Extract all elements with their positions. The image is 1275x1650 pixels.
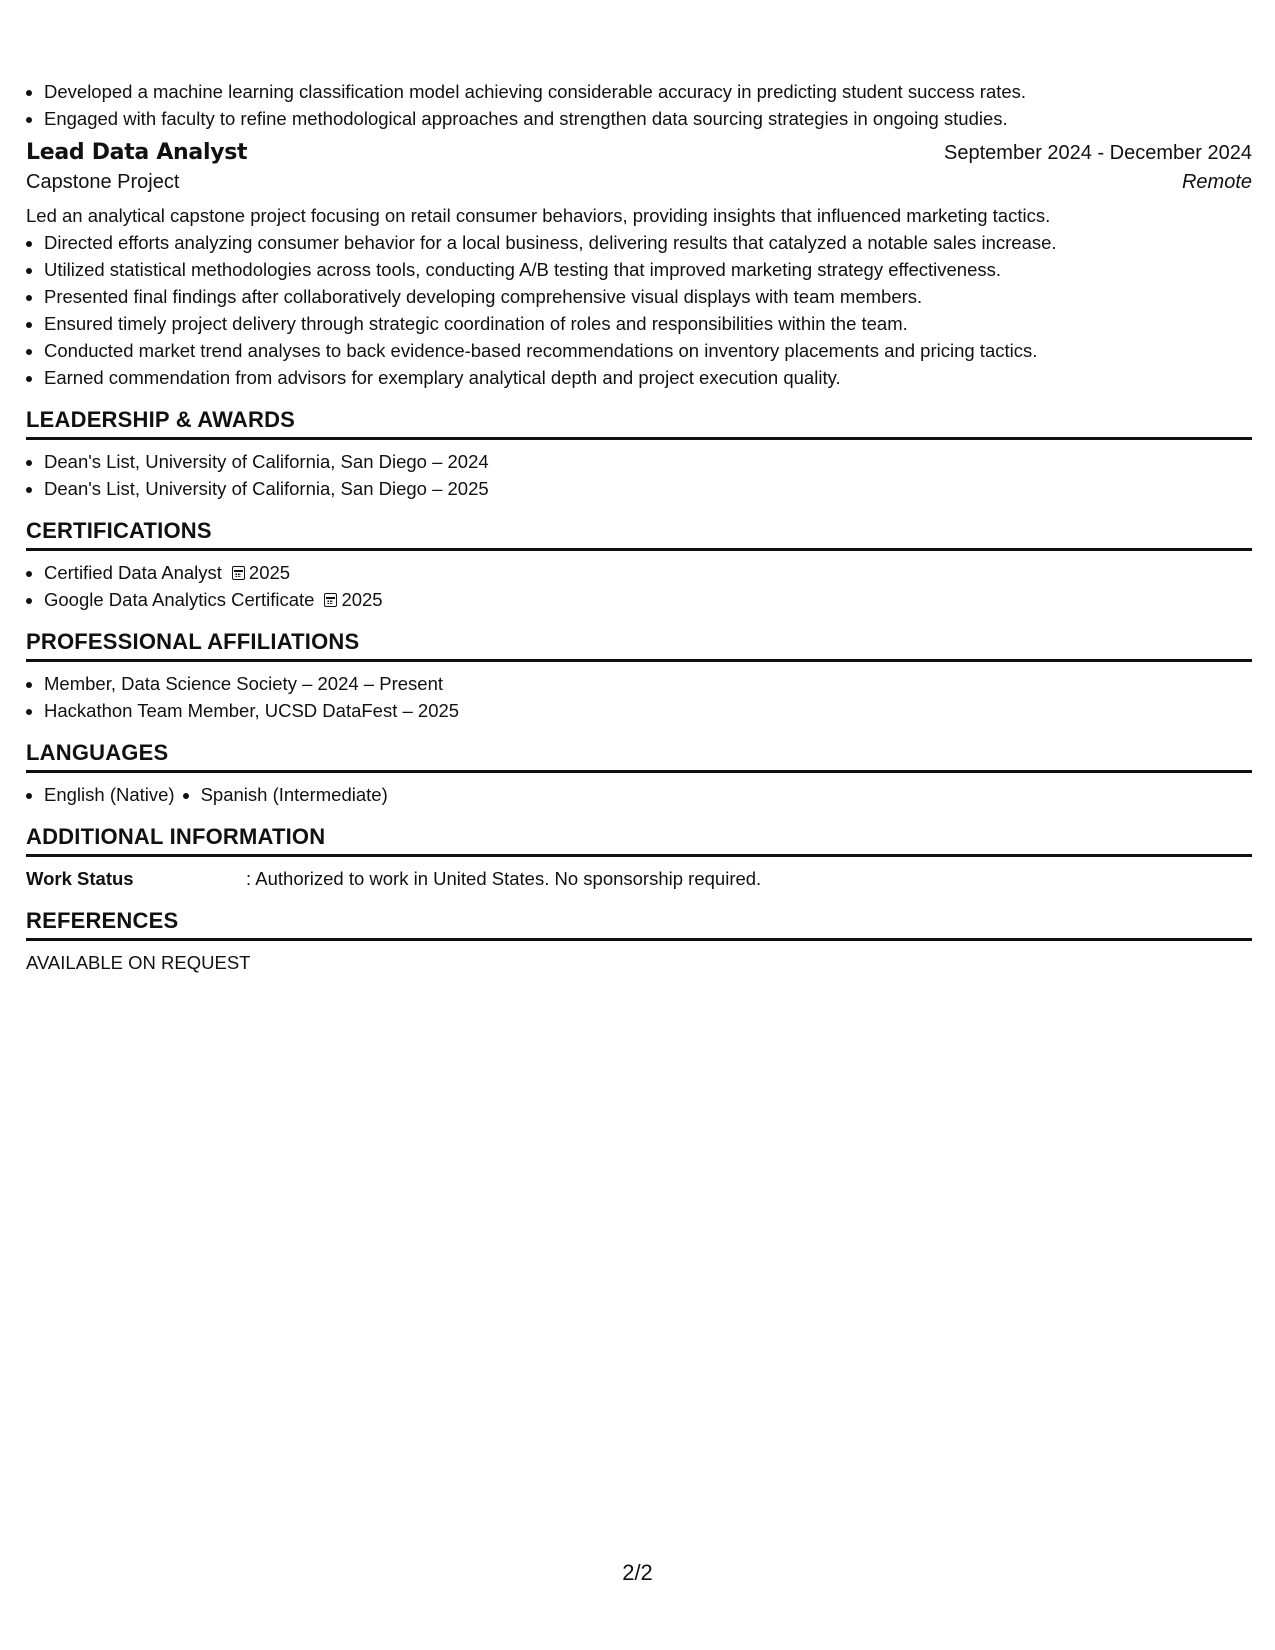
work-status-row (26, 865, 1252, 892)
languages-list (26, 781, 1252, 808)
work-status-label: Work Status (26, 868, 134, 889)
calendar-icon (324, 593, 337, 607)
list-item: • Hackathon Team Member, UCSD DataFest – 2025 (44, 697, 1252, 724)
intro-bullet-list (26, 78, 1252, 132)
list-item: • Conducted market trend analyses to back evidence-based recommendations on inventory placements and pricing tactics. (44, 337, 1252, 364)
job-subheader (26, 171, 1252, 194)
calendar-icon (232, 566, 245, 580)
list-item: • Developed a machine learning classification model achieving considerable accuracy in predicting student success rates. (44, 78, 1252, 105)
job-summary: Led an analytical capstone project focusing on retail consumer behaviors, providing insights that influenced marketing tactics. (26, 205, 1051, 226)
job-entry (26, 140, 1252, 391)
leadership-section (26, 407, 1252, 502)
resume-page (26, 78, 1252, 976)
certifications-list (26, 559, 1252, 613)
list-item: • English (Native) (44, 781, 175, 808)
leadership-list (26, 448, 1252, 502)
list-item: • Presented final findings after collaboratively developing comprehensive visual displays with team members. (44, 283, 1252, 310)
affiliations-section (26, 629, 1252, 724)
list-item: • Spanish (Intermediate) (201, 781, 388, 808)
section-title: ADDITIONAL INFORMATION (26, 824, 1252, 857)
list-item: • Utilized statistical methodologies across tools, conducting A/B testing that improved marketing strategy effectiveness. (44, 256, 1252, 283)
affiliations-list (26, 670, 1252, 724)
references-text: AVAILABLE ON REQUEST (26, 952, 251, 973)
section-title: LANGUAGES (26, 740, 1252, 773)
certifications-section (26, 518, 1252, 613)
certification-year: 2025 (248, 562, 291, 583)
list-item: • Engaged with faculty to refine methodological approaches and strengthen data sourcing strategies in ongoing studies. (44, 105, 1252, 132)
certification-name: Certified Data Analyst (44, 562, 222, 583)
certification-year: 2025 (341, 589, 383, 610)
section-title: REFERENCES (26, 908, 1252, 941)
page-number: 2/2 (622, 1560, 653, 1585)
job-dates: September 2024 - December 2024 (944, 142, 1252, 164)
work-status-value: : Authorized to work in United States. No sponsorship required. (246, 868, 762, 889)
additional-info-section (26, 824, 1252, 892)
job-title: Lead Data Analyst (26, 140, 248, 165)
job-bullet-list (26, 229, 1252, 391)
references-section (26, 908, 1252, 976)
list-item: • Member, Data Science Society – 2024 – Present (44, 670, 1252, 697)
list-item: • Dean's List, University of California, San Diego – 2025 (44, 475, 1252, 502)
job-location: Remote (1181, 171, 1252, 193)
list-item: • Dean's List, University of California, San Diego – 2024 (44, 448, 1252, 475)
list-item: • Directed efforts analyzing consumer behavior for a local business, delivering results that catalyzed a notable sales increase. (44, 229, 1252, 256)
list-item: • Ensured timely project delivery through strategic coordination of roles and responsibilities within the team. (44, 310, 1252, 337)
certification-name: Google Data Analytics Certificate (44, 589, 315, 610)
section-title: LEADERSHIP & AWARDS (26, 407, 1252, 440)
languages-section (26, 740, 1252, 808)
job-organization: Capstone Project (26, 171, 180, 193)
job-header (26, 140, 1252, 165)
section-title: PROFESSIONAL AFFILIATIONS (26, 629, 1252, 662)
list-item (44, 586, 1252, 613)
list-item (44, 559, 1252, 586)
list-item: • Earned commendation from advisors for exemplary analytical depth and project execution quality. (44, 364, 1252, 391)
section-title: CERTIFICATIONS (26, 518, 1252, 551)
